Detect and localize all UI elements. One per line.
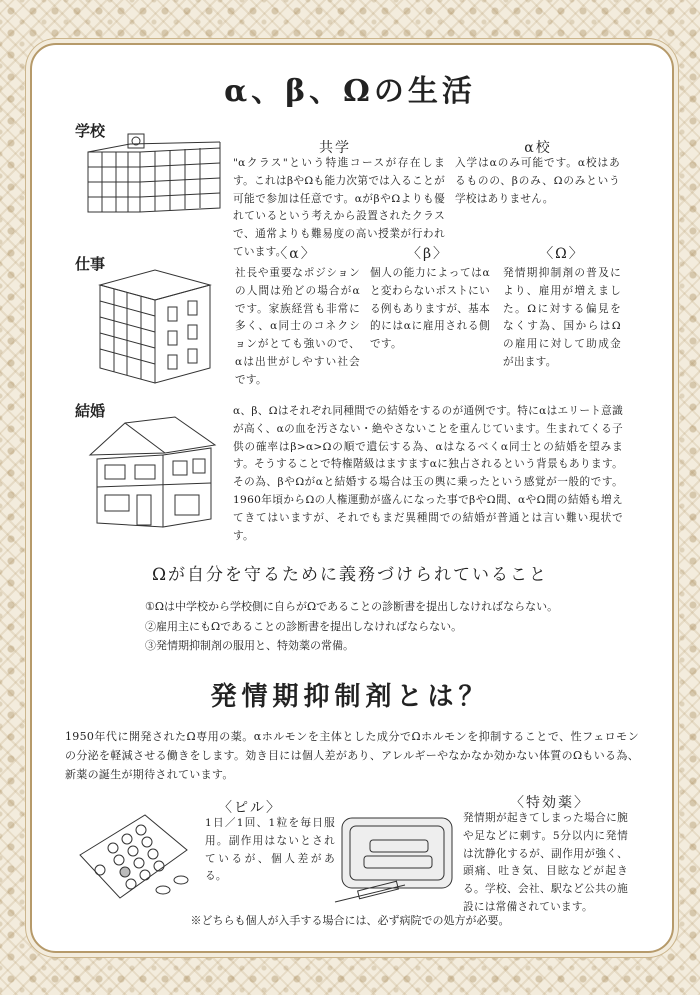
injector-case-illustration	[330, 810, 460, 910]
pill-pack-illustration	[75, 810, 200, 905]
alpha-school-text: 入学はαのみ可能です。α校はあるものの、βのみ、Ωのみという学校はありません。	[455, 157, 620, 205]
pill-text: 1日／1回、1粒を毎日服用。副作用はないとされているが、個人差がある。	[205, 817, 335, 883]
obligation-item: ①Ωは中学校から学校側に自らがΩであることの診断書を提出しなければならない。	[145, 600, 559, 613]
work-label: 仕事	[75, 255, 106, 273]
suppressant-intro: 1950年代に開発されたΩ専用の薬。αホルモンを主体とした成分でΩホルモンを抑制することで、性フェロモンの分泌を軽減させる働きをします。効き目には個人差があり、アレルギーやなかなか効かない体質のΩもいる為、新薬の誕生が期待されています。	[65, 730, 639, 781]
kyogaku-heading: 共学	[319, 140, 351, 156]
work-alpha-text: 社長や重要なポジションの人間は殆どの場合がαです。家族経営も非常に多く、α同士のコネクションがとても強いので、αは出世がしやすい社会です。	[235, 267, 360, 386]
marriage-label: 結婚	[75, 402, 106, 420]
prescription-note: ※どちらも個人が入手する場合には、必ず病院での処方が必要。	[190, 914, 510, 927]
school-label: 学校	[75, 122, 106, 140]
pill-heading: 〈ピル〉	[218, 800, 282, 816]
alpha-school-heading: α校	[524, 140, 552, 156]
suppressant-heading: 発情期抑制剤とは？	[210, 682, 490, 712]
page-title: α、β、Ωの生活	[224, 74, 476, 109]
office-building-illustration	[90, 265, 220, 385]
special-text: 発情期が起きてしまった場合に腕や足などに刺す。5分以内に発情は沈静化するが、副作用が強く、頭痛、吐き気、目眩などが起きる。学校、会社、駅など公共の施設には常備されています。	[463, 812, 628, 913]
work-alpha-heading: 〈α〉	[273, 246, 317, 262]
obligations-heading: Ωが自分を守るために義務づけられていること	[151, 565, 549, 585]
kyogaku-text: "αクラス"という特進コースが存在します。これはβやΩも能力次第では入ることが可能で参加は任意です。αがβやΩよりも優れているという考えから設置されたクラスで、通常よりも難易度の高い授業が行われています。	[233, 157, 445, 258]
work-omega-text: 発情期抑制剤の普及により、雇用が増えました。Ωに対する偏見をなくす為、国からはΩの雇用に対して助成金が出ます。	[503, 267, 621, 368]
work-beta-heading: 〈β〉	[406, 246, 450, 262]
work-omega-heading: 〈Ω〉	[539, 246, 585, 262]
obligation-item: ③発情期抑制剤の服用と、特効薬の常備。	[145, 639, 354, 652]
special-heading: 〈特効薬〉	[510, 795, 590, 811]
obligations-list	[145, 597, 558, 656]
work-beta-text: 個人の能力によってはαと変わらないポストにいる例もありますが、基本的にはαに雇用される側です。	[370, 267, 490, 351]
school-building-illustration	[80, 130, 225, 215]
obligation-item: ②雇用主にもΩであることの診断書を提出しなければならない。	[145, 619, 463, 633]
marriage-text: α、β、Ωはそれぞれ同種間での結婚をするのが通例です。特にαはエリート意識が高く、αの血を汚さない・絶やさないことを重んじています。生まれてくる子供の確率はβ>α>Ωの順で遺伝する為、αはなるべくα同士との結婚を望みます。そうすることで特権階級はますますαに独占されるという背景もあります。その為、βやΩがαと結婚する場合は玉の輿に乗ったという感覚が一般的です。1960年頃からΩの人権運動が盛んになった事でβやΩ間、αやΩ間の結婚も増えてきてはいますが、それでもまだ異種間での結婚が普通とは言い難い現状です。	[233, 405, 623, 542]
house-illustration	[85, 415, 225, 530]
